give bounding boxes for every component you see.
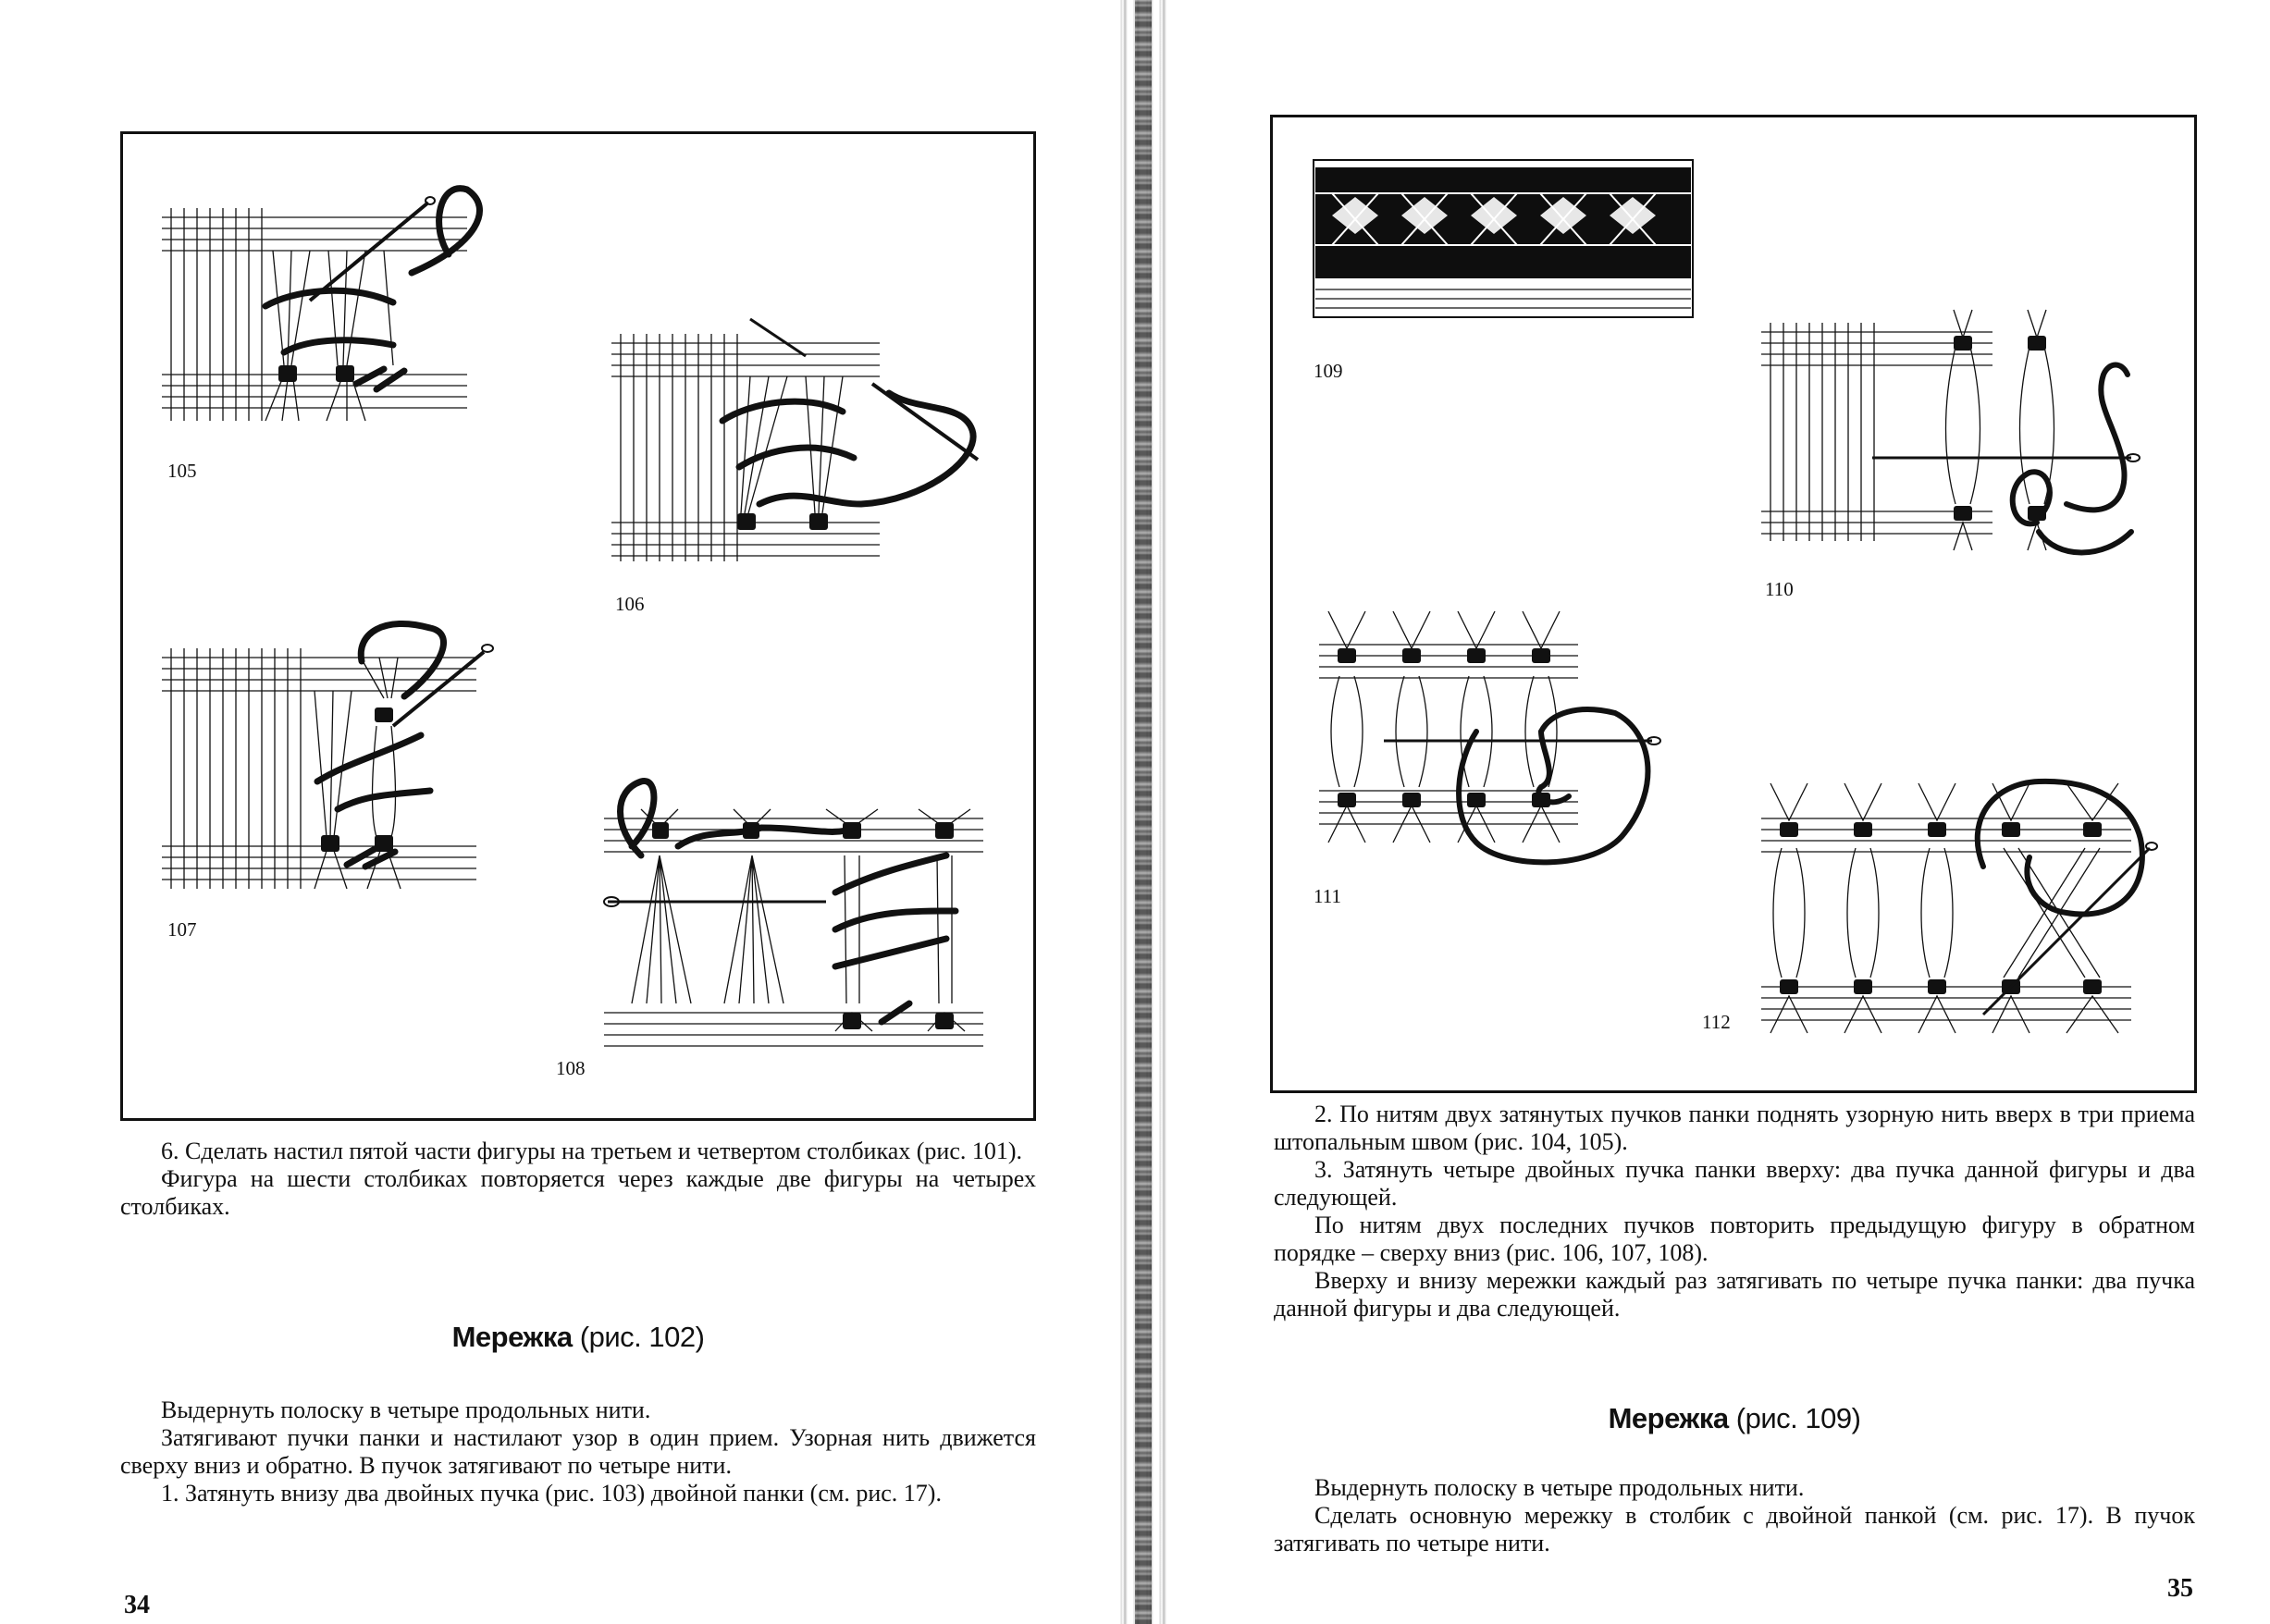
paragraph: Выдернуть полоску в четыре продольных нити. (161, 1396, 651, 1423)
paragraph: По нитям двух последних пучков повторить предыдущую фигуру в обратном порядке – сверху вниз (рис. 106, 107, 108). (1274, 1212, 2195, 1266)
paragraph: Фигура на шести столбиках повторяется через каждые две фигуры на четырех столбиках. (120, 1165, 1036, 1220)
figure-label-107: 107 (167, 918, 197, 941)
illustration-frame-right (1270, 115, 2197, 1093)
right-text-block-2 (1274, 1474, 2195, 1557)
paragraph: Вверху и внизу мережки каждый раз затягивать по четыре пучка панки: два пучка данной фигуры и два следующей. (1274, 1267, 2195, 1322)
figure-110 (1761, 310, 2150, 587)
figure-108 (604, 781, 1011, 1087)
section-heading-left (120, 1321, 1036, 1354)
figure-label-108: 108 (556, 1057, 586, 1079)
figure-label-112: 112 (1702, 1011, 1731, 1033)
page-number-left: 34 (124, 1591, 150, 1619)
figure-106 (611, 319, 1000, 597)
illustration-frame-left (120, 131, 1036, 1121)
figure-label-106: 106 (615, 593, 645, 615)
paragraph: 6. Сделать настил пятой части фигуры на третьем и четвертом столбиках (рис. 101). (161, 1138, 1023, 1164)
figure-111 (1319, 611, 1708, 889)
left-text-block-2 (120, 1396, 1036, 1507)
figure-109 (1314, 160, 1693, 317)
paragraph: 3. Затянуть четыре двойных пучка панки вверху: два пучка данной фигуры и два следующей. (1274, 1156, 2195, 1211)
heading-ref: (рис. 109) (1735, 1402, 1861, 1434)
paragraph: Сделать основную мережку в столбик с двойной панкой (см. рис. 17). В пучок затягивать по четыре нити. (1274, 1502, 2195, 1556)
right-text-block-1 (1274, 1101, 2195, 1323)
figure-label-110: 110 (1765, 578, 1794, 600)
figure-107 (162, 597, 578, 902)
figure-112 (1761, 783, 2168, 1079)
figure-label-111: 111 (1314, 885, 1341, 907)
heading-ref: (рис. 102) (579, 1321, 705, 1353)
paragraph: 1. Затянуть внизу два двойных пучка (рис. 103) двойной панки (см. рис. 17). (161, 1480, 942, 1507)
paragraph: 2. По нитям двух затянутых пучков панки поднять узорную нить вверх в три приема штопальным швом (рис. 104, 105). (1274, 1101, 2195, 1155)
paragraph: Выдернуть полоску в четыре продольных нити. (1314, 1474, 1805, 1501)
heading-title: Мережка (1608, 1402, 1729, 1434)
figure-105 (162, 190, 578, 449)
heading-title: Мережка (451, 1321, 573, 1353)
page-number-right: 35 (2167, 1574, 2193, 1603)
section-heading-right (1274, 1402, 2195, 1435)
left-text-block-1 (120, 1138, 1036, 1221)
figure-label-109: 109 (1314, 360, 1343, 382)
right-page (1133, 0, 2270, 1624)
figure-label-105: 105 (167, 460, 197, 482)
left-page (0, 0, 1133, 1624)
paragraph: Затягивают пучки панки и настилают узор в один прием. Узорная нить движется сверху вниз и обратно. В пучок затягивают по четыре нити. (120, 1424, 1036, 1479)
